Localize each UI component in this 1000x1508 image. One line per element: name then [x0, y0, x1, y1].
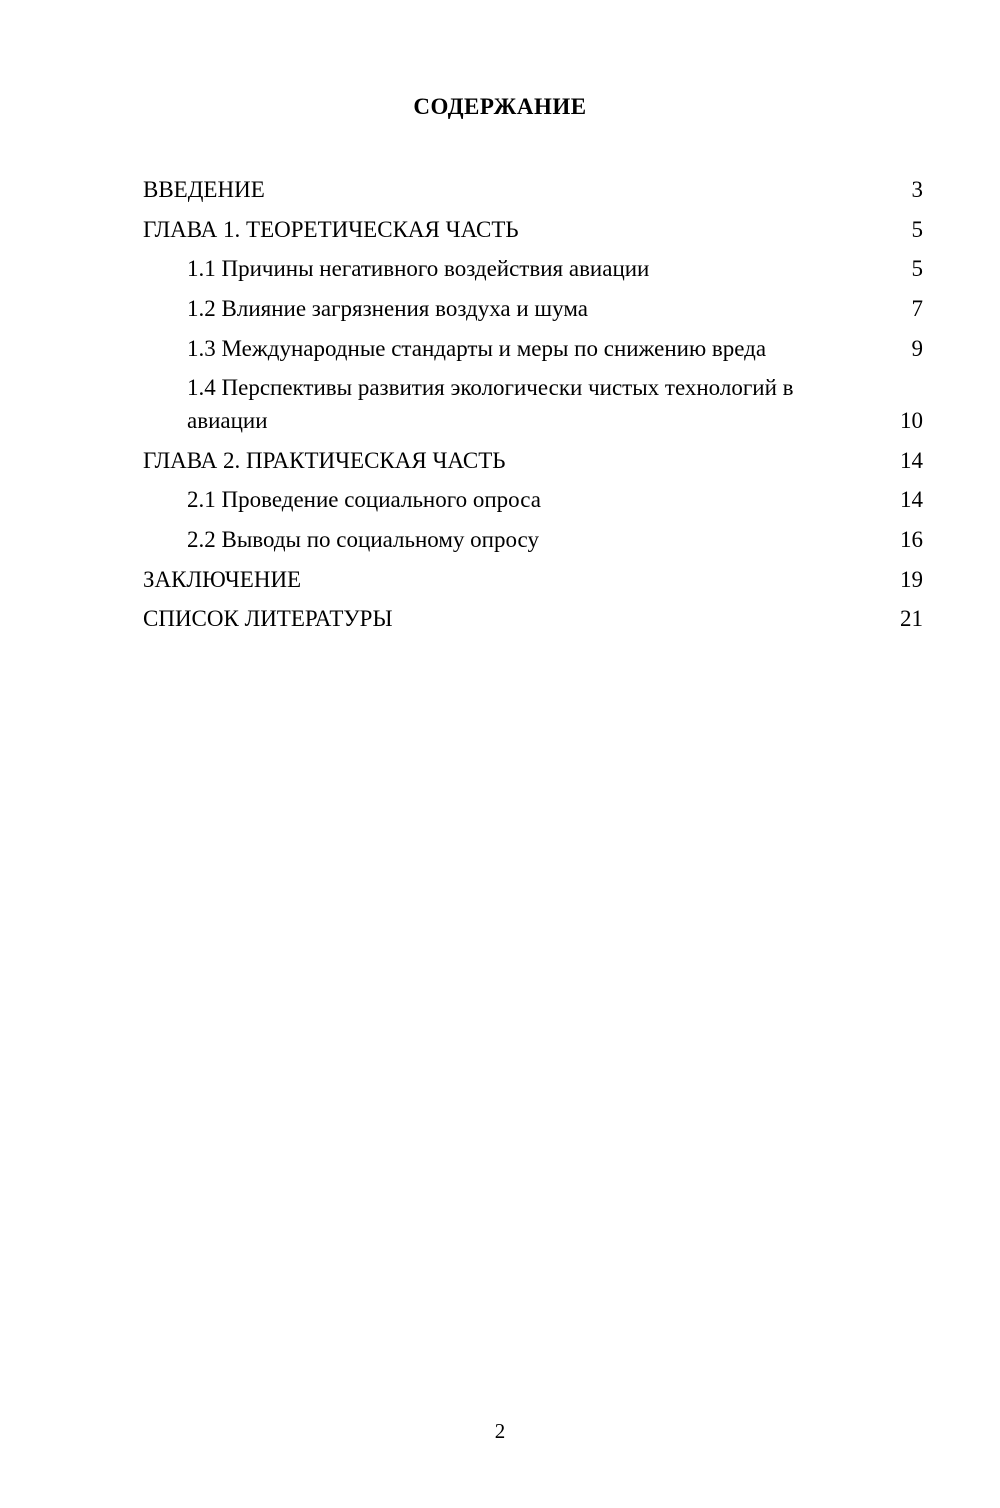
page-number: 2 — [494, 1419, 506, 1443]
toc-entry[interactable] — [143, 445, 923, 478]
toc-entry-page: 21 — [900, 606, 923, 632]
toc-entry-label: 2.2 Выводы по социальному опросу — [187, 526, 539, 552]
toc-entry[interactable] — [143, 372, 923, 437]
page-title: СОДЕРЖАНИЕ — [413, 94, 587, 119]
toc-entry-page: 14 — [900, 447, 923, 473]
toc-entry-page: 9 — [911, 335, 923, 361]
toc-entry-page: 19 — [900, 566, 923, 592]
toc-entry-label: 1.3 Международные стандарты и меры по снижению вреда — [187, 335, 767, 361]
toc-entry[interactable] — [143, 293, 923, 326]
toc-entry[interactable] — [143, 253, 923, 286]
toc-entry-label: ГЛАВА 2. ПРАКТИЧЕСКАЯ ЧАСТЬ — [143, 447, 506, 473]
table-of-contents — [143, 174, 923, 636]
toc-entry[interactable] — [143, 603, 923, 636]
toc-entry-label: 1.2 Влияние загрязнения воздуха и шума — [187, 295, 588, 321]
toc-entry-page: 7 — [911, 295, 923, 321]
toc-entry-page: 16 — [900, 526, 923, 552]
toc-entry-label: ЗАКЛЮЧЕНИЕ — [143, 566, 302, 592]
document-page — [0, 94, 1000, 1508]
toc-entry-label: 1.1 Причины негативного воздействия авиации — [187, 256, 650, 282]
toc-entry[interactable] — [143, 214, 923, 247]
toc-entry[interactable] — [143, 484, 923, 517]
toc-entry[interactable] — [143, 333, 923, 366]
toc-entry-label: 2.1 Проведение социального опроса — [187, 487, 541, 513]
toc-entry-page: 10 — [900, 407, 923, 433]
toc-entry[interactable] — [143, 174, 923, 207]
toc-entry-page: 14 — [900, 487, 923, 513]
toc-entry-page: 5 — [911, 256, 923, 282]
toc-entry-label: ВВЕДЕНИЕ — [143, 177, 265, 202]
toc-entry-label: 1.4 Перспективы развития экологически чистых технологий в авиации — [187, 375, 800, 433]
toc-entry[interactable] — [143, 524, 923, 557]
toc-entry-page: 5 — [911, 216, 923, 242]
toc-entry-page: 3 — [911, 177, 923, 202]
toc-entry-label: СПИСОК ЛИТЕРАТУРЫ — [143, 606, 393, 632]
toc-entry[interactable] — [143, 564, 923, 597]
toc-entry-label: ГЛАВА 1. ТЕОРЕТИЧЕСКАЯ ЧАСТЬ — [143, 216, 519, 242]
